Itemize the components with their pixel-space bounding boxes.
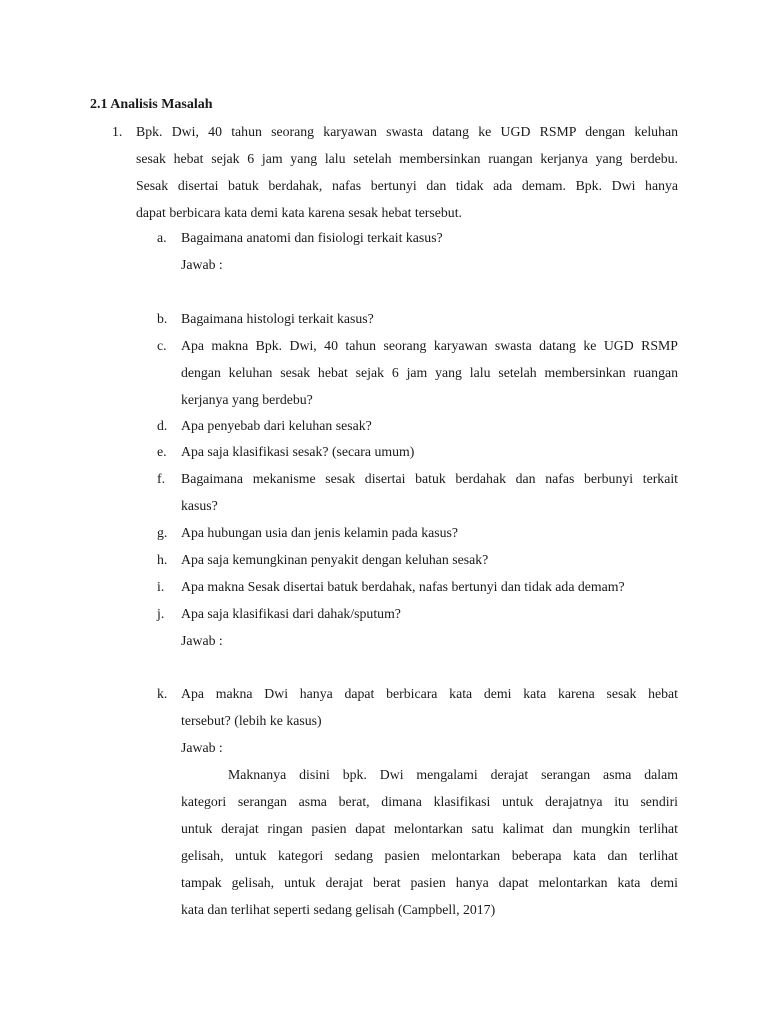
question-line: Apa penyebab dari keluhan sesak?	[181, 418, 372, 433]
question-line: Apa saja klasifikasi dari dahak/sputum?	[181, 606, 401, 621]
subitem-marker: f.	[157, 471, 166, 486]
subitem-marker: h.	[157, 552, 168, 567]
subitem-marker: b.	[157, 311, 168, 326]
question-line: Apa saja klasifikasi sesak? (secara umum)	[181, 444, 415, 459]
subitem-marker: g.	[157, 525, 168, 540]
subitem-marker: k.	[157, 686, 168, 701]
subitem-marker: a.	[157, 230, 167, 245]
answer-label: Jawab :	[181, 257, 223, 272]
question-line: Apa hubungan usia dan jenis kelamin pada kasus?	[181, 525, 459, 540]
case-text-line: Sesak disertai batuk berdahak, nafas bertunyi dan tidak ada demam. Bpk. Dwi hanya	[136, 178, 678, 193]
subitem-marker: j.	[157, 606, 165, 621]
question-line: Bagaimana anatomi dan fisiologi terkait kasus?	[181, 230, 443, 245]
item-number: 1.	[112, 124, 123, 139]
question-line: Apa makna Dwi hanya dapat berbicara kata demi kata karena sesak hebat	[181, 686, 678, 701]
subitem-marker: c.	[157, 338, 167, 353]
question-line: Bagaimana mekanisme sesak disertai batuk berdahak dan nafas berbunyi terkait	[181, 471, 678, 486]
question-line: Apa makna Sesak disertai batuk berdahak, nafas bertunyi dan tidak ada demam?	[181, 579, 625, 594]
case-text-line: Bpk. Dwi, 40 tahun seorang karyawan swasta datang ke UGD RSMP dengan keluhan	[136, 124, 678, 139]
question-line: tersebut? (lebih ke kasus)	[181, 713, 322, 728]
question-line: kerjanya yang berdebu?	[181, 392, 313, 407]
subitem-marker: i.	[157, 579, 165, 594]
answer-text-line: tampak gelisah, untuk derajat berat pasien hanya dapat melontarkan kata demi	[181, 875, 678, 890]
question-line: dengan keluhan sesak hebat sejak 6 jam yang lalu setelah membersinkan ruangan	[181, 365, 678, 380]
section-heading: 2.1 Analisis Masalah	[90, 97, 213, 112]
question-line: kasus?	[181, 498, 218, 513]
answer-label: Jawab :	[181, 740, 223, 755]
answer-text-line: gelisah, untuk kategori sedang pasien melontarkan beberapa kata dan terlihat	[181, 848, 678, 863]
question-line: Bagaimana histologi terkait kasus?	[181, 311, 374, 326]
answer-text-line: kategori serangan asma berat, dimana klasifikasi untuk derajatnya itu sendiri	[181, 794, 678, 809]
question-line: Apa saja kemungkinan penyakit dengan keluhan sesak?	[181, 552, 489, 567]
case-text-line: sesak hebat sejak 6 jam yang lalu setelah membersinkan ruangan kerjanya yang berdebu.	[136, 151, 678, 166]
subitem-marker: e.	[157, 444, 167, 459]
answer-label: Jawab :	[181, 633, 223, 648]
question-line: Apa makna Bpk. Dwi, 40 tahun seorang karyawan swasta datang ke UGD RSMP	[181, 338, 678, 353]
case-text-line: dapat berbicara kata demi kata karena sesak hebat tersebut.	[136, 205, 462, 220]
answer-text-line: kata dan terlihat seperti sedang gelisah (Campbell, 2017)	[181, 902, 496, 917]
subitem-marker: d.	[157, 418, 168, 433]
answer-text-line: Maknanya disini bpk. Dwi mengalami derajat serangan asma dalam	[228, 767, 678, 782]
answer-text-line: untuk derajat ringan pasien dapat melontarkan satu kalimat dan mungkin terlihat	[181, 821, 678, 836]
